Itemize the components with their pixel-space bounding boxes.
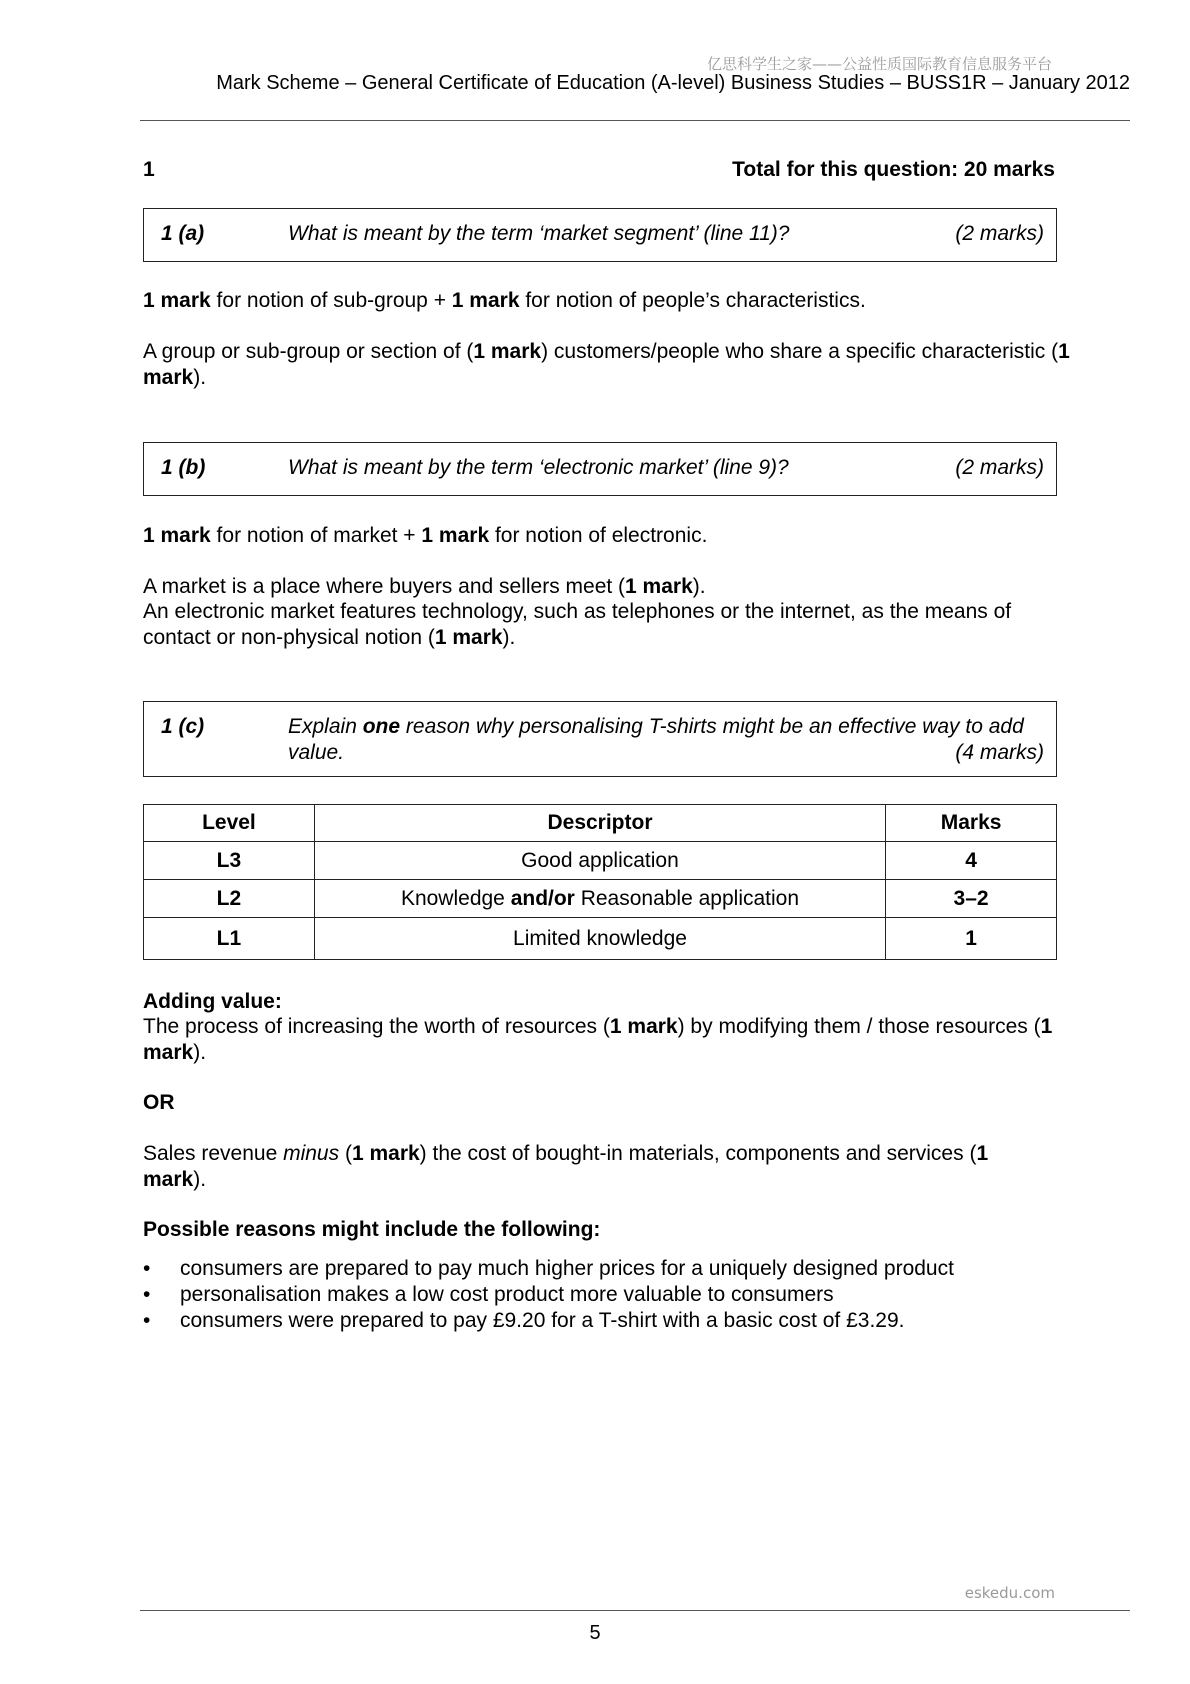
- question-marks-c: (4 marks): [955, 741, 1044, 764]
- level-cell: L3: [144, 842, 315, 880]
- question-marks-a: (2 marks): [955, 222, 1044, 245]
- list-item: • personalisation makes a low cost product more valuable to consumers: [143, 1282, 1103, 1308]
- question-number-c: 1 (c): [161, 715, 205, 738]
- page-number: 5: [589, 1622, 601, 1644]
- footer-watermark: eskedu.com: [964, 1584, 1055, 1602]
- marks-cell: 4: [886, 842, 1057, 880]
- list-item: • consumers were prepared to pay £9.20 for a T-shirt with a basic cost of £3.29.: [143, 1308, 1103, 1334]
- footer-rule: [140, 1610, 1130, 1611]
- watermark-chinese: 亿思科学生之家——公益性质国际教育信息服务平台: [706, 55, 1052, 73]
- question-text-b: What is meant by the term ‘electronic market’ (line 9)?: [288, 456, 789, 479]
- answer-text-b-2: An electronic market features technology, such as telephones or the internet, as the means of contact or non-physical notion (1 mark).: [143, 600, 1012, 649]
- table-row: [144, 842, 1057, 880]
- table-row: [144, 880, 1057, 918]
- mark-guidance-a: 1 mark for notion of sub-group + 1 mark for notion of people’s characteristics.: [143, 289, 866, 312]
- descriptor-cell: Good application: [314, 842, 885, 880]
- descriptor-cell: Knowledge and/or Reasonable application: [314, 880, 885, 918]
- reasons-list: [143, 1256, 1103, 1334]
- level-cell: L1: [144, 918, 315, 960]
- question-box-b: [143, 442, 1057, 496]
- level-cell: L2: [144, 880, 315, 918]
- or-separator: OR: [143, 1091, 175, 1114]
- descriptor-cell: Limited knowledge: [314, 918, 885, 960]
- marks-cell: 3–2: [886, 880, 1057, 918]
- question-text-c: Explain one reason why personalising T-shirts might be an effective way to add value.: [288, 715, 1024, 764]
- page-header-title: Mark Scheme – General Certificate of Education (A-level) Business Studies – BUSS1R – January 2012: [216, 72, 1130, 94]
- question-marks-b: (2 marks): [955, 456, 1044, 479]
- question-total: Total for this question: 20 marks: [732, 158, 1055, 181]
- levels-table: [143, 804, 1057, 960]
- question-number: 1: [143, 158, 155, 181]
- mark-guidance-b: 1 mark for notion of market + 1 mark for notion of electronic.: [143, 524, 708, 547]
- table-header-marks: Marks: [886, 805, 1057, 842]
- adding-value-heading: Adding value:: [143, 990, 282, 1013]
- table-header-descriptor: Descriptor: [314, 805, 885, 842]
- marks-cell: 1: [886, 918, 1057, 960]
- adding-value-definition-2: Sales revenue minus (1 mark) the cost of bought-in materials, components and services (1 mark).: [143, 1142, 989, 1191]
- answer-text-b-1: A market is a place where buyers and sellers meet (1 mark).: [143, 575, 706, 598]
- adding-value-definition-1: The process of increasing the worth of resources (1 mark) by modifying them / those resources (1 mark).: [143, 1015, 1053, 1064]
- question-box-c: [143, 701, 1057, 777]
- answer-text-a: A group or sub-group or section of (1 mark) customers/people who share a specific characteristic (1 mark).: [143, 340, 1070, 389]
- table-header-level: Level: [144, 805, 315, 842]
- question-number-b: 1 (b): [161, 456, 206, 479]
- table-header-row: [144, 805, 1057, 842]
- list-item: • consumers are prepared to pay much higher prices for a uniquely designed product: [143, 1256, 1103, 1282]
- table-row: [144, 918, 1057, 960]
- question-text-a: What is meant by the term ‘market segment’ (line 11)?: [288, 222, 790, 245]
- reasons-heading: Possible reasons might include the following:: [143, 1218, 601, 1241]
- header-rule: [140, 120, 1130, 121]
- question-box-a: [143, 208, 1057, 262]
- question-number-a: 1 (a): [161, 222, 205, 245]
